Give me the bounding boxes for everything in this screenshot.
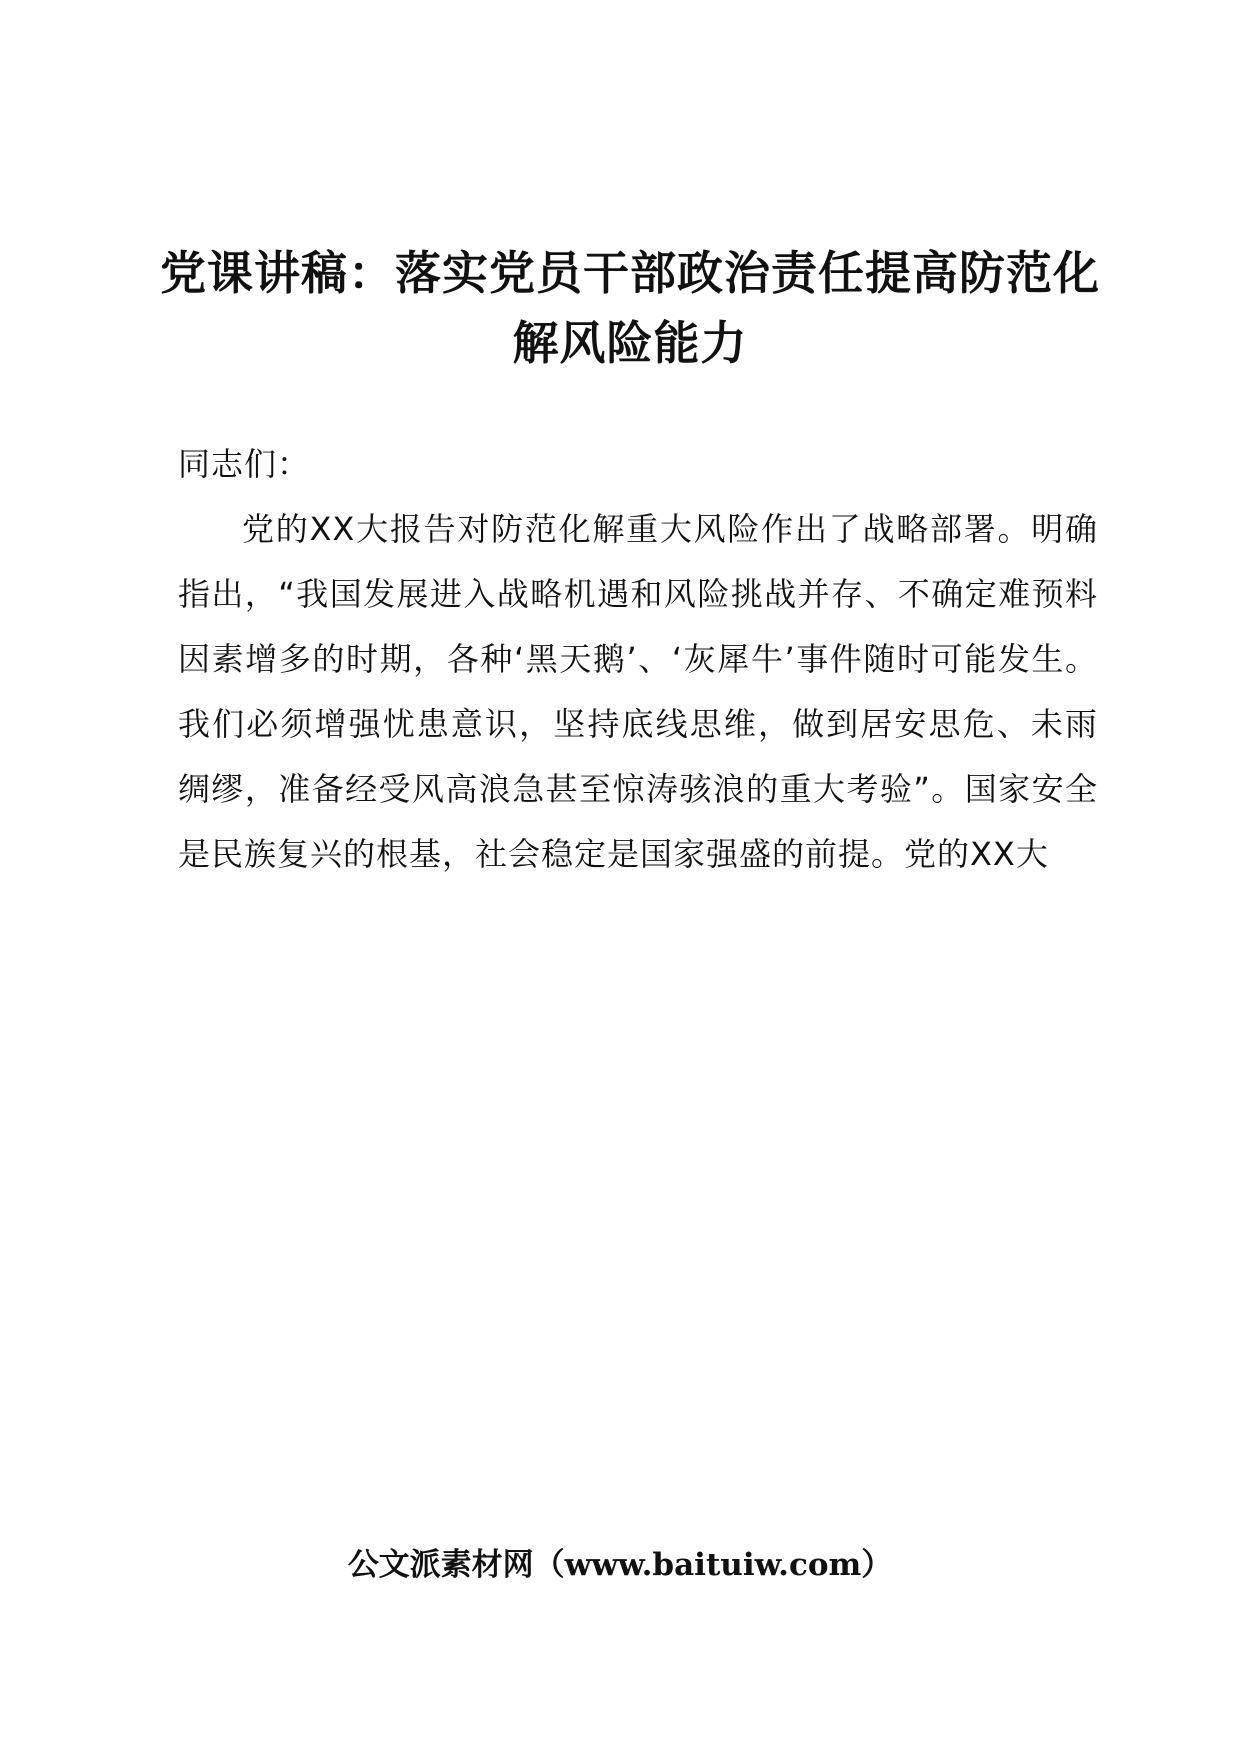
footer-source: 公文派素材网（www.baituiw.com） xyxy=(347,1547,893,1583)
body-paragraph: 党的XX大报告对防范化解重大风险作出了战略部署。明确指出，“我国发展进入战略机遇和风险挑战并存、不确定难预料因素增多的时期，各种‘黑天鹅’、‘灰犀牛’事件随时可能发生。我们必须增强忧患意识，坚持底线思维，做到居安思危、未雨绸缪，准备经受风高浪急甚至惊涛骇浪的重大考验”。国家安全是民族复兴的根基，社会稳定是国家强盛的前提。党的XX大 xyxy=(178,510,1098,873)
document-title: 党课讲稿：落实党员干部政治责任提高防范化解风险能力 xyxy=(160,246,1100,370)
salutation: 同志们： xyxy=(178,445,311,483)
document-body xyxy=(178,432,1098,887)
